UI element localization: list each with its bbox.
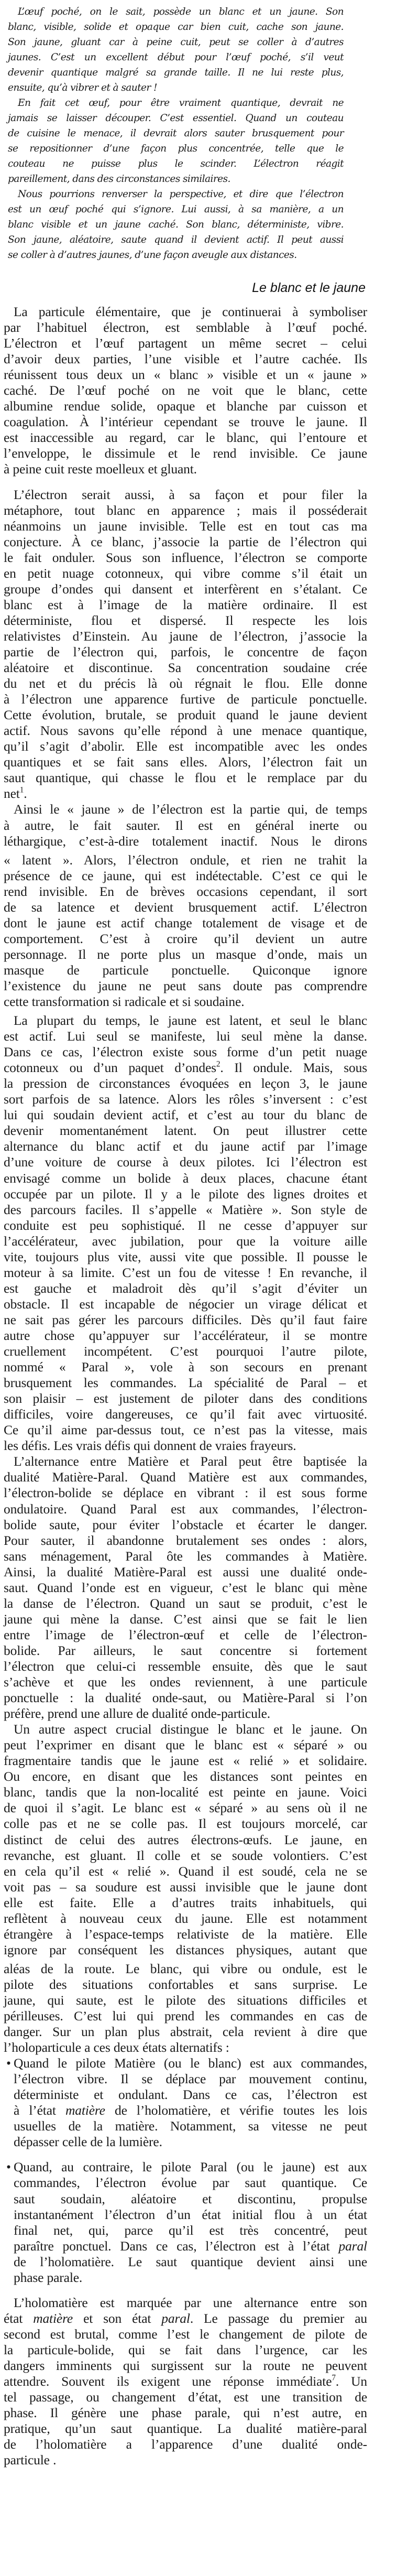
text-line: l’électron que celui-ci ressemble ensuite, dès que le saut xyxy=(4,1658,367,1674)
text-line: devenir momentanément latent. On peut illustrer cette xyxy=(4,1123,367,1139)
text-line: est gauche et maladroit dès qu’il s’agit d’éviter un xyxy=(4,1280,367,1296)
text-line: L’électron serait aussi, à sa façon et pour filer la xyxy=(14,486,367,502)
text-line: peut l’exprimer en disant que le blanc est « séparé » ou xyxy=(4,1737,367,1753)
text-line: est actif. Lui seul se manifeste, lui seul mène la danse. xyxy=(4,1029,367,1044)
text-line: lui qui soudain devient actif, et c’est au tour du blanc de xyxy=(4,1107,367,1123)
text-line: « latent ». Alors, l’électron ondule, et rien ne trahit la xyxy=(4,852,367,868)
text-span: et son état xyxy=(73,2310,162,2326)
intro-paragraph xyxy=(8,4,344,95)
text-line xyxy=(4,1060,367,1076)
text-line: La plupart du temps, le jaune est latent, et seul le blanc xyxy=(14,1013,367,1029)
text-line: déterministe et ondulant. Dans ce cas, l’électron est xyxy=(14,2087,367,2103)
text-span: . Il ondule. Mais, sous xyxy=(220,1060,367,1076)
text-line: présence de ce jaune, qui est indétectable. C’est ce qui le xyxy=(4,868,367,883)
text-line: commandes, l’électron évolue par saut quantique. Ce xyxy=(14,2175,367,2191)
footnote-marker: 2 xyxy=(216,1059,220,1069)
text-line: moteur à sa limite. C’est un fou de vitesse ! En revanche, il xyxy=(4,1264,367,1280)
text-span: cotonneux ou d’un paquet d’ondes xyxy=(4,1060,216,1076)
text-line: néanmoins un jaune invisible. Telle est en tout cas ma xyxy=(4,518,367,534)
bullet-marker: • xyxy=(6,2159,11,2175)
text-line: saut quantique, qui chasse le flou et le remplace par du xyxy=(4,770,367,786)
text-line xyxy=(4,2055,367,2071)
text-line: l’accélérateur, avec jubilation, pour que la voiture aille xyxy=(4,1233,367,1249)
text-line: jaunes. C’est un excellent début pour l’œuf poché, s’il veut xyxy=(8,52,344,63)
text-span: état xyxy=(4,2310,34,2326)
text-line: Cette évolution, brutale, se produit quand le jaune devient xyxy=(4,707,367,723)
paragraph-gap xyxy=(4,478,367,487)
text-span: Quand, au contraire, le pilote Paral (ou le jaune) est aux xyxy=(14,2159,367,2175)
text-line: phase. Il génère une phase parale, qui n’est autre, en xyxy=(4,2405,367,2421)
text-line: entre l’image de l’électron-œuf et celle de l’électron- xyxy=(4,1627,367,1642)
text-line: blanc est à l’image de la matière ordinaire. Il est xyxy=(4,597,367,612)
text-line: pilote des situations confortables et sans surprise. Le xyxy=(4,1976,367,1992)
text-line: L’électron et l’œuf partagent un même secret – celui xyxy=(4,335,367,351)
text-line: envisagé comme un bolide à deux places, chacune étant xyxy=(4,1170,367,1186)
text-line: L’œuf poché, on le sait, possède un blanc et un jaune. Son xyxy=(18,6,344,17)
text-line: se repositionner d’une façon plus concentrée, telle que le xyxy=(8,143,344,154)
text-line xyxy=(4,2103,367,2118)
text-span: . xyxy=(49,2452,57,2468)
text-line: coagulation. À l’intérieur cependant se trouve le jaune. Il xyxy=(4,414,367,430)
text-line: cruellement incompétent. C’est pourquoi l’autre pilote, xyxy=(4,1344,367,1359)
text-line: jaune qui mène la danse. C’est ainsi que se fait le lien xyxy=(4,1611,367,1627)
text-line: en petit nuage cotonneux, qui vibre comme s’il était un xyxy=(4,565,367,581)
bullet-marker: • xyxy=(6,2055,11,2071)
text-line: léthargique, c’est-à-dire totalement inactif. Nous le dirons xyxy=(4,833,367,849)
text-line: pareillement, dans des circonstances similaires. xyxy=(8,174,230,185)
text-line: La particule élémentaire, que je continuerai à symboliser xyxy=(14,304,367,319)
text-line: masque de particule ponctuelle. Quiconque ignore xyxy=(4,962,367,978)
text-line: l’holoparticule a ces deux états alternatifs : xyxy=(4,2040,229,2055)
text-line: quantiques et se fait sans elles. Alors, l’électron fait un xyxy=(4,754,367,770)
text-line: L’alternance entre Matière et Paral peut être baptisée la xyxy=(14,1454,367,1469)
text-line: relativistes d’Einstein. Au jaune de l’électron, j’associe la xyxy=(4,628,367,644)
text-line: la particule-bolide, qui se fait dans l’urgence, car les xyxy=(4,2342,367,2357)
text-line: de l’holomatière. Le saut quantique devient ainsi une xyxy=(14,2254,367,2269)
text-line: usuelles de la matière. Notamment, sa vitesse ne peut xyxy=(14,2118,367,2134)
paragraph xyxy=(4,1013,367,1454)
text-line: Son jaune, gluant car à peine cuit, peut se coller à d’autres xyxy=(8,37,344,48)
text-line: l’électron-bolide se déplace en vibrant : il est sous forme xyxy=(4,1485,367,1501)
text-line: dépasser celle de la lumière. xyxy=(14,2134,162,2150)
text-line: ponctuelle : la dualité onde-saut, ou Matière-Paral si l’on xyxy=(4,1690,367,1706)
text-line: saut. Quand l’onde est en vigueur, c’est le blanc qui mène xyxy=(4,1579,367,1595)
paragraph-gap xyxy=(4,2150,367,2159)
text-line: en cela qu’il est « relié ». Quand il est soudé, cela ne se xyxy=(4,1863,367,1879)
text-line: rend invisible. En de brèves occasions cependant, il sort xyxy=(4,883,367,899)
text-line: ne sait pas gérer les parcours difficiles. Dès qu’il faut faire xyxy=(4,1312,367,1327)
text-line: la danse de l’électron. Quand un saut se produit, c’est le xyxy=(4,1595,367,1611)
text-line: par l’habituel électron, est semblable à l’œuf poché. xyxy=(4,320,367,335)
text-line: jamais se laisser découper. C’est essentiel. Quand un couteau xyxy=(8,113,344,124)
text-line: final net, qui, parce qu’il est très concentré, peut xyxy=(14,2222,367,2238)
text-line: phase parale. xyxy=(14,2269,83,2285)
text-line: fragmentaire tandis que le jaune est « relié » et solidaire. xyxy=(4,1753,367,1769)
text-line: devenir quantique malgré sa grande taille. Il ne lui reste plus, xyxy=(8,67,344,78)
text-line: elle est faite. Elle a d’autres traits inhabituels, qui xyxy=(4,1895,367,1910)
text-line: brusquement les commandes. La spécialité de Paral – et xyxy=(4,1375,367,1391)
text-line: Dans ce cas, l’électron existe sous forme d’un petit nuage xyxy=(4,1044,367,1060)
text-line: d’avoir deux parties, l’une visible et l’autre cachée. Ils xyxy=(4,351,367,367)
text-line: autre chose qu’appuyer sur l’accélérateur, il se montre xyxy=(4,1328,367,1343)
intro-paragraph xyxy=(8,187,344,263)
text-span: de l’holomatière, et vérifie toutes les lois xyxy=(105,2103,368,2118)
text-span: net xyxy=(4,786,20,802)
text-line: les défis. Les vrais défis qui donnent de vraies frayeurs. xyxy=(4,1438,296,1454)
text-line: couteau ne puisse plus le scinder. L’électron réagit xyxy=(8,158,344,169)
text-line: métaphore, tout blanc en apparence ; mais il posséderait xyxy=(4,502,367,518)
text-line: d’une voiture de course à deux pilotes. Ici l’électron est xyxy=(4,1154,367,1170)
text-line: est inaccessible au regard, car le blanc, qui l’entoure et xyxy=(4,430,367,446)
text-line: blanc, visible, solide et opaque car bien cuit, cache son jaune. xyxy=(8,21,344,33)
text-line: caché. De l’œuf poché on ne voit que le blanc, cette xyxy=(4,383,367,398)
emphasis: paral xyxy=(338,2238,367,2254)
bullet-item xyxy=(4,2159,367,2285)
text-line: dualité Matière-Paral. Quand Matière est aux commandes, xyxy=(4,1469,367,1485)
text-line: aléatoire et discontinue. Sa concentration soudaine crée xyxy=(4,660,367,676)
text-line: Ou encore, en disant que les distances sont peintes en xyxy=(4,1769,367,1784)
footnote-marker: 1 xyxy=(19,785,24,795)
text-line: sans ménagement, Paral ôte les commandes à Matière. xyxy=(4,1548,367,1564)
text-line: périlleuses. C’est lui qui prend les commandes en cas de xyxy=(4,2008,367,2024)
text-line: Ce qu’il aime par-dessus tout, ce n’est pas la vitesse, mais xyxy=(4,1422,367,1438)
text-line: à l’électron une apparence furtive de particule ponctuelle. xyxy=(4,691,367,707)
text-line: voit pas – sa soudure est aussi invisible que le jaune dont xyxy=(4,1879,367,1895)
text-line: tel passage, ou changement d’état, est une transition de xyxy=(4,2389,367,2405)
text-line: saut soudain, aléatoire et discontinu, propulse xyxy=(14,2191,367,2206)
text-span: paraître ponctuel. Dans ce cas, l’électron est à l’état xyxy=(14,2238,339,2254)
paragraph-gap xyxy=(4,2286,367,2295)
text-line xyxy=(4,2159,367,2175)
text-line: préfère, prend une allure de dualité onde-particule. xyxy=(4,1706,271,1722)
text-line: bolide saute, pour éviter l’obstacle et écarter le danger. xyxy=(4,1517,367,1532)
intro-paragraph xyxy=(8,95,344,187)
text-line: cette transformation si radicale et si soudaine. xyxy=(4,994,245,1010)
text-line: pratique, qu’un saut quantique. La dualité matière-paral xyxy=(4,2421,367,2437)
emphasis: paral xyxy=(161,2310,190,2326)
text-line xyxy=(4,2452,367,2468)
text-line: Ainsi le « jaune » de l’électron est la partie qui, de temps xyxy=(14,802,367,817)
bullet-item xyxy=(4,2055,367,2150)
text-line: Son jaune, aléatoire, saute quand il devient actif. Il peut aussi xyxy=(8,234,344,245)
text-line: de l’holomatière a l’apparence d’une dualité onde- xyxy=(4,2437,367,2452)
body-text xyxy=(4,304,367,2468)
text-line: comportement. C’est à croire qu’il devient un autre xyxy=(4,930,367,946)
text-line: l’existence du jaune ne peut sans doute pas comprendre xyxy=(4,978,367,993)
emphasis: matière xyxy=(65,2103,105,2118)
text-line: conjecture. À ce blanc, j’associe la partie de l’électron qui xyxy=(4,534,367,549)
text-line: En fait cet œuf, pour être vraiment quantique, devrait ne xyxy=(18,98,344,109)
paragraph xyxy=(4,304,367,478)
text-line: de sa latence et devient brusquement actif. L’électron xyxy=(4,899,367,915)
section-heading: Le blanc et le jaune xyxy=(252,280,366,295)
text-line: à autre, le fait sauter. Il est en général inerte ou xyxy=(4,817,367,833)
text-span: particule xyxy=(4,2452,50,2468)
text-line: personnage. Il ne porte plus un masque d’onde, mais un xyxy=(4,946,367,962)
text-span: attendre. Souvent ils exigent une réponse immédiate xyxy=(4,2374,332,2389)
text-line xyxy=(4,786,367,802)
text-span: . Le passage du premier au xyxy=(190,2310,367,2326)
text-line: partie de l’électron qui, parfois, le concentre de façon xyxy=(4,644,367,659)
text-line: à peine cuit reste moelleux et gluant. xyxy=(4,461,197,477)
paragraph xyxy=(4,1722,367,2055)
text-line: son plaisir – est justement de piloter dans des conditions xyxy=(4,1391,367,1406)
text-span: à l’état xyxy=(14,2103,65,2118)
text-line: jaune, qui saute, est le pilote des situations difficiles et xyxy=(4,1992,367,2008)
text-line: de quoi il s’agit. Le blanc est « séparé » au sens où il ne xyxy=(4,1800,367,1816)
paragraph xyxy=(4,2295,367,2469)
text-line: actif. Nous savons qu’elle répond à une menace quantique, xyxy=(4,723,367,739)
text-line: s’achève et que les ondes reviennent, à une particule xyxy=(4,1674,367,1690)
text-line xyxy=(4,2311,367,2326)
text-line: réunissent tous deux un « blanc » visible et un « jaune » xyxy=(4,367,367,383)
text-span: . Un xyxy=(335,2374,367,2389)
text-line: groupe d’ondes qui dansent et interfèrent en s’étalant. Ce xyxy=(4,581,367,597)
text-line: vite, toujours plus vite, aussi vite que possible. Il pousse le xyxy=(4,1249,367,1264)
text-line: du net et du précis là où régnait le flou. Elle donne xyxy=(4,676,367,691)
text-line: occupée par un pilote. Il y a le pilote des lignes droites et xyxy=(4,1186,367,1202)
text-line: des parcours faciles. Il s’appelle « Matière ». Son style de xyxy=(4,1202,367,1217)
paragraph xyxy=(4,802,367,1010)
text-line: le fait onduler. Sous son influence, l’électron se comporte xyxy=(4,549,367,565)
text-line: L’holomatière est marquée par une alternance entre son xyxy=(14,2294,367,2310)
text-line: la pression de circonstances évoquées en leçon 3, le jaune xyxy=(4,1076,367,1091)
text-line: blanc, tandis que la non-localité est peinte en jaune. Voici xyxy=(4,1784,367,1800)
text-line: ondulatoire. Quand Paral est aux commandes, l’électron- xyxy=(4,1501,367,1517)
text-line: Nous pourrions renverser la perspective, et dire que l’électron xyxy=(18,189,344,200)
text-line: ignore par conséquent les distances physiques, autant que xyxy=(4,1942,367,1957)
text-line: Pour sauter, il abandonne brutalement ses ondes : alors, xyxy=(4,1532,367,1548)
text-line: Ainsi, la dualité Matière-Paral est aussi une dualité onde- xyxy=(4,1564,367,1579)
text-line: qu’il s’agit d’abolir. Elle est incompatible avec les ondes xyxy=(4,739,367,754)
text-line: bolide. Par ailleurs, le saut concentre si fortement xyxy=(4,1642,367,1658)
text-line: second est brutal, comme l’est le changement de pilote de xyxy=(4,2326,367,2342)
text-line: conduite est peu sophistiqué. Il ne cesse d’appuyer sur xyxy=(4,1217,367,1233)
text-line: alternance du blanc actif et du jaune actif par l’image xyxy=(4,1139,367,1154)
intro-italic-block xyxy=(8,4,344,263)
text-line xyxy=(4,2238,367,2254)
text-line: aléas de la route. Le blanc, qui vibre ou ondule, est le xyxy=(4,1961,367,1976)
text-line: l’électron vibre. Il se déplace par mouvement continu, xyxy=(14,2071,367,2087)
footnote-marker: 7 xyxy=(332,2373,336,2383)
text-span: Quand le pilote Matière (ou le blanc) est aux commandes, xyxy=(14,2055,367,2071)
text-line: nommé « Paral », vole à son secours en prenant xyxy=(4,1359,367,1375)
text-line: dangers imminents qui surgissent sur la route ne peuvent xyxy=(4,2358,367,2373)
text-line: colle pas et ne se colle pas. Il est toujours morcelé, car xyxy=(4,1816,367,1832)
text-line: est un œuf poché qui s’ignore. Lui aussi, à sa manière, a un xyxy=(8,204,344,215)
text-line: albumine rendue solide, opaque et blanche par cuisson et xyxy=(4,398,367,414)
text-line: étrangère à l’espace-temps relativiste de la matière. Elle xyxy=(4,1926,367,1942)
text-line: revanche, est gluant. Il colle et se soude volontiers. C’est xyxy=(4,1847,367,1863)
text-line: reflètent à nouveau ceux du jaune. Elle est notamment xyxy=(4,1910,367,1926)
text-line: dont le jaune est actif change totalement de visage et de xyxy=(4,915,367,930)
text-span: . xyxy=(24,786,27,802)
text-line: instantanément l’électron d’un état initial flou à un état xyxy=(14,2206,367,2222)
paragraph xyxy=(4,487,367,802)
text-line: ensuite, qu’à vibrer et à sauter ! xyxy=(8,82,157,93)
text-line: obstacle. Il est incapable de négocier un virage délicat et xyxy=(4,1296,367,1312)
text-line: déterministe, flou et dispersé. Il respecte les lois xyxy=(4,612,367,628)
emphasis: matière xyxy=(33,2310,73,2326)
text-line: danger. Sur un plan plus abstrait, cela revient à dire que xyxy=(4,2024,367,2040)
text-line: Un autre aspect crucial distingue le blanc et le jaune. On xyxy=(14,1722,367,1737)
paragraph xyxy=(4,1454,367,1722)
text-line: de cuisine le menace, il devrait alors sauter brusquement pour xyxy=(8,128,344,139)
text-line: se coller à d’autres jaunes, d’une façon aveugle aux distances. xyxy=(8,250,297,261)
text-line: l’enveloppe, le dissimule et le rend invisible. Ce jaune xyxy=(4,446,367,461)
text-line: sort parfois de sa latence. Alors les rôles s’inversent : c’est xyxy=(4,1091,367,1107)
text-line xyxy=(4,2374,367,2389)
text-line: distinct de celui des autres électrons-œufs. Le jaune, en xyxy=(4,1832,367,1847)
text-line: difficiles, voire dangereuses, ce qu’il fait avec virtuosité. xyxy=(4,1406,367,1422)
text-line: blanc visible et un jaune caché. Son blanc, déterministe, vibre. xyxy=(8,219,344,230)
